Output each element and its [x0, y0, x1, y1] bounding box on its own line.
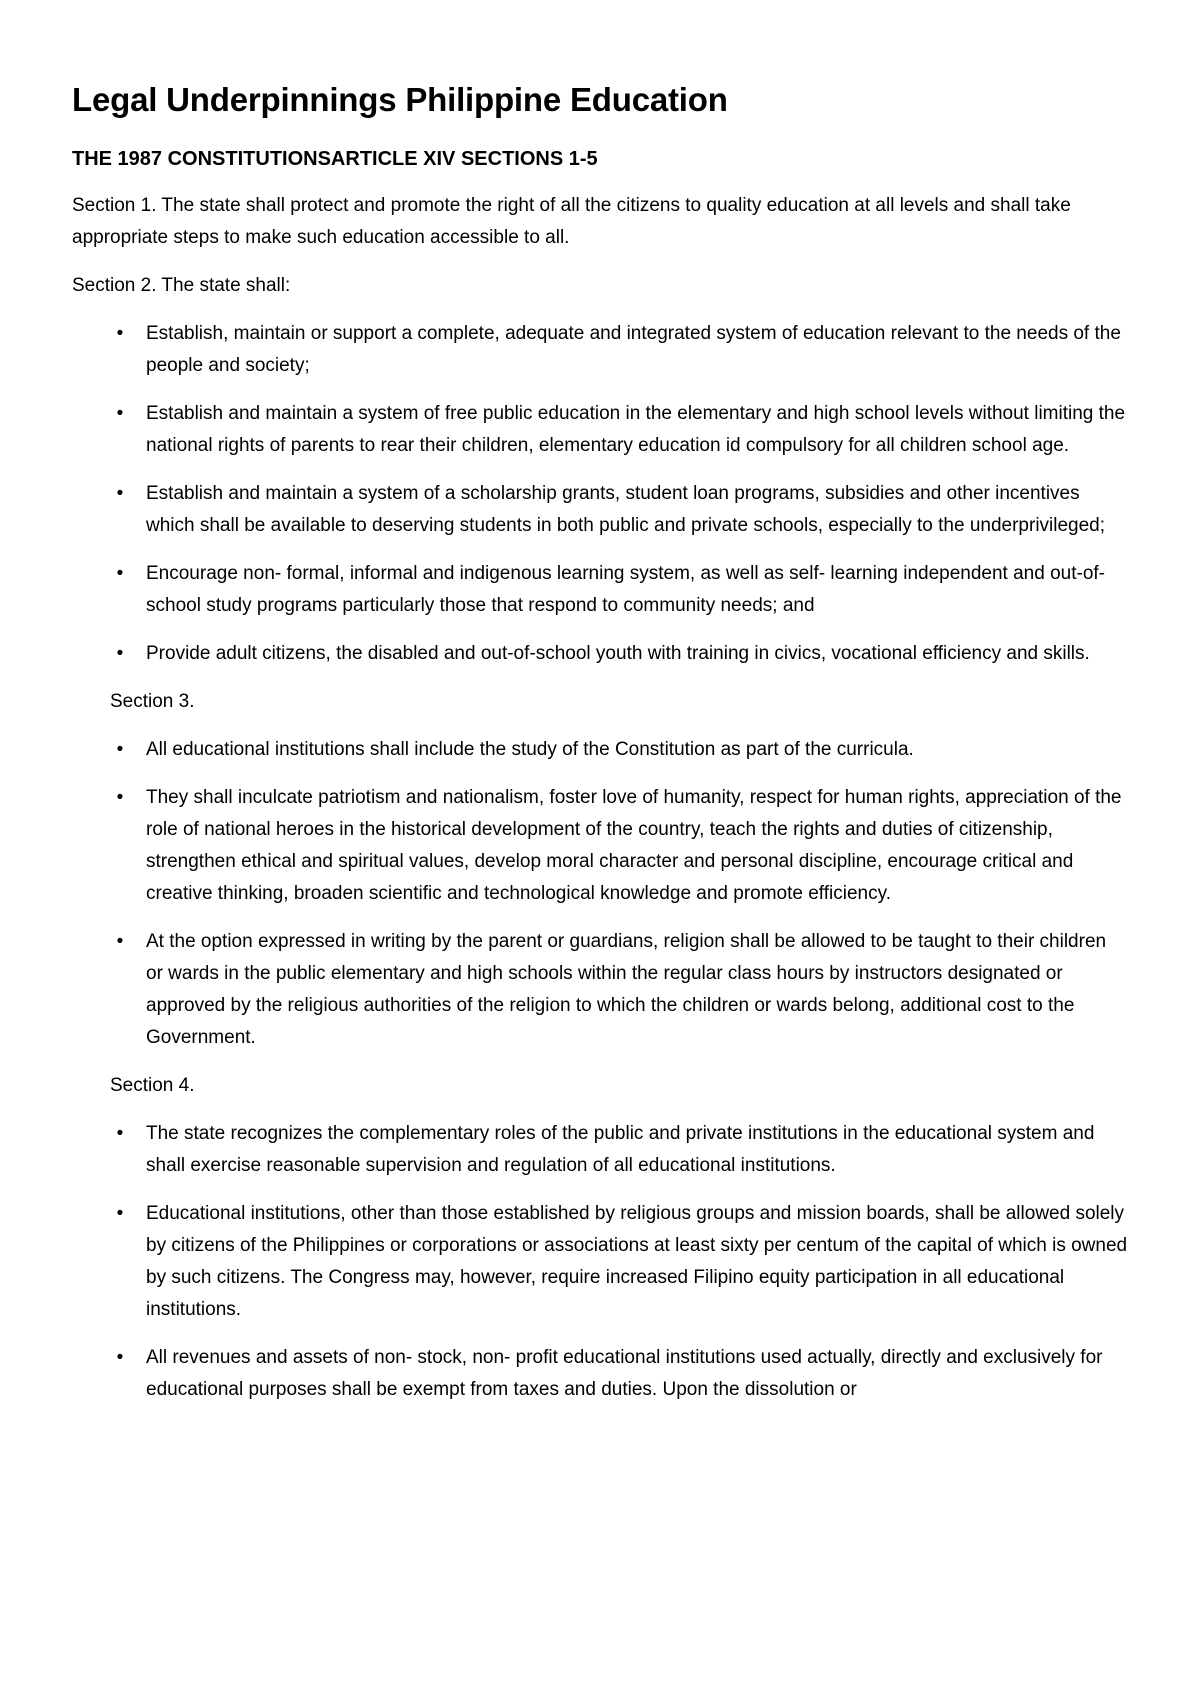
- list-item-text: At the option expressed in writing by the parent or guardians, religion shall be allowed to be taught to their children or wards in the public elementary and high schools within the regular class hours by instructors designated or approved by the religious authorities of the religion to which the children or wards belong, additional cost to the Government.: [146, 930, 1107, 1048]
- bullet-icon: •: [116, 482, 124, 504]
- section-2-list: [72, 318, 1128, 670]
- list-item: [72, 318, 1128, 382]
- list-item-text: Establish, maintain or support a complete, adequate and integrated system of education relevant to the needs of the people and society;: [146, 322, 1121, 376]
- list-item-text: Educational institutions, other than those established by religious groups and mission boards, shall be allowed solely by citizens of the Philippines or corporations or associations at least sixty per centum of the capital of which is owned by such citizens. The Congress may, however, require increased Filipino equity participation in all educational institutions.: [146, 1202, 1128, 1320]
- list-item: [72, 1342, 1128, 1406]
- section-1-text: Section 1. The state shall protect and promote the right of all the citizens to quality education at all levels and shall take appropriate steps to make such education accessible to all.: [72, 194, 1071, 248]
- list-item: [72, 398, 1128, 462]
- bullet-icon: •: [116, 786, 124, 808]
- list-item: [72, 1198, 1128, 1326]
- list-item-text: Establish and maintain a system of free public education in the elementary and high school levels without limiting the national rights of parents to rear their children, elementary education id compulsory for all children school age.: [146, 402, 1126, 456]
- bullet-icon: •: [116, 322, 124, 344]
- section-2-heading: Section 2. The state shall:: [72, 274, 291, 296]
- section-4-heading: Section 4.: [110, 1074, 195, 1096]
- bullet-icon: •: [116, 1122, 124, 1144]
- bullet-icon: •: [116, 402, 124, 424]
- list-item-text: Provide adult citizens, the disabled and out-of-school youth with training in civics, vocational efficiency and skills.: [146, 642, 1090, 664]
- list-item: [72, 782, 1128, 910]
- list-item-text: Establish and maintain a system of a scholarship grants, student loan programs, subsidies and other incentives which shall be available to deserving students in both public and private schools, especially to the underprivileged;: [146, 482, 1106, 536]
- list-item: [72, 734, 1128, 766]
- list-item: [72, 558, 1128, 622]
- list-item-text: All revenues and assets of non- stock, non- profit educational institutions used actually, directly and exclusively for educational purposes shall be exempt from taxes and duties. Upon the dissolution or: [146, 1346, 1103, 1400]
- section-4-list: [72, 1118, 1128, 1406]
- document-title: Legal Underpinnings Philippine Education: [72, 81, 728, 118]
- list-item-text: All educational institutions shall include the study of the Constitution as part of the curricula.: [146, 738, 914, 760]
- bullet-icon: •: [116, 642, 124, 664]
- section-3-list: [72, 734, 1128, 1054]
- list-item: [72, 926, 1128, 1054]
- list-item: [72, 478, 1128, 542]
- bullet-icon: •: [116, 562, 124, 584]
- list-item-text: Encourage non- formal, informal and indigenous learning system, as well as self- learning independent and out-of-school study programs particularly those that respond to community needs; and: [146, 562, 1105, 616]
- list-item: [72, 1118, 1128, 1182]
- bullet-icon: •: [116, 930, 124, 952]
- bullet-icon: •: [116, 738, 124, 760]
- section-3-heading: Section 3.: [110, 690, 195, 712]
- list-item-text: They shall inculcate patriotism and nationalism, foster love of humanity, respect for human rights, appreciation of the role of national heroes in the historical development of the country, teach the rights and duties of citizenship, strengthen ethical and spiritual values, develop moral character and personal discipline, encourage critical and creative thinking, broaden scientific and technological knowledge and promote efficiency.: [146, 786, 1122, 904]
- bullet-icon: •: [116, 1202, 124, 1224]
- list-item-text: The state recognizes the complementary roles of the public and private institutions in the educational system and shall exercise reasonable supervision and regulation of all educational institutions.: [146, 1122, 1095, 1176]
- list-item: [72, 638, 1128, 670]
- bullet-icon: •: [116, 1346, 124, 1368]
- document-subtitle: THE 1987 CONSTITUTIONSARTICLE XIV SECTIONS 1-5: [72, 147, 598, 170]
